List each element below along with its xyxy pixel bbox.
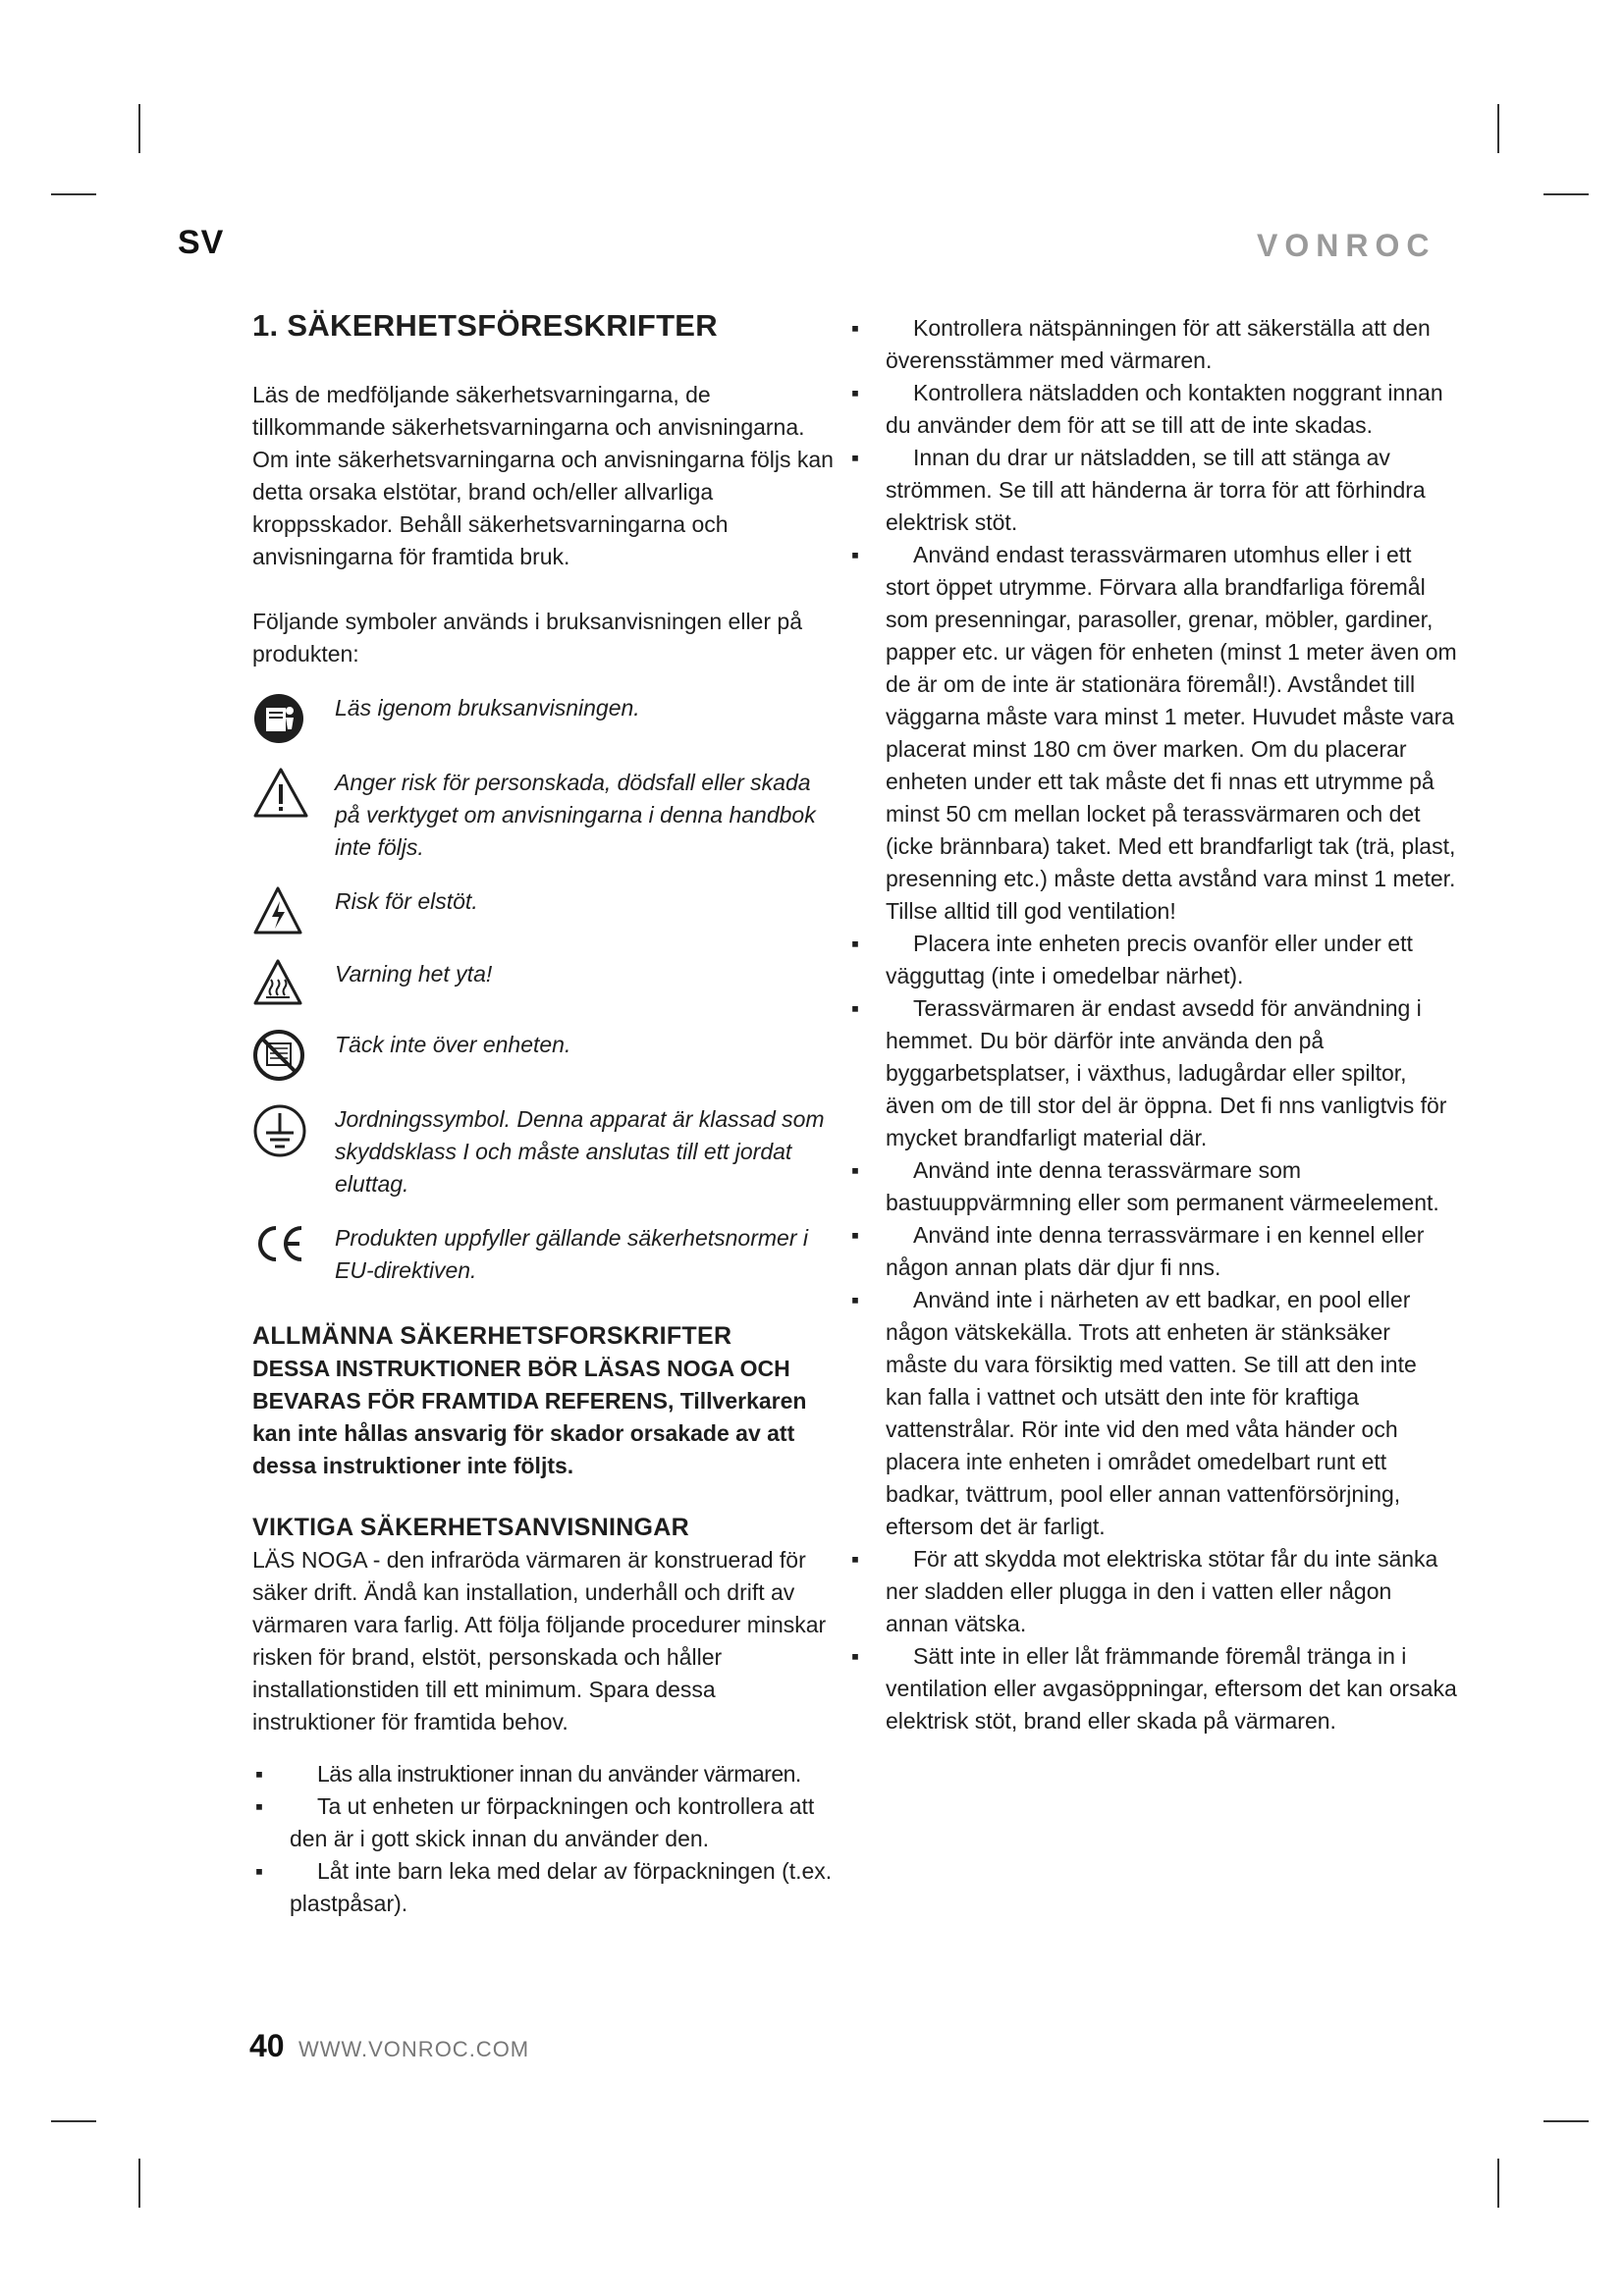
left-column bbox=[252, 306, 841, 1920]
bullet-marker: ▪ bbox=[850, 931, 860, 956]
list-item bbox=[848, 1640, 1457, 1737]
bullet-marker: ▪ bbox=[850, 1222, 860, 1248]
bullet-marker: ▪ bbox=[850, 1287, 860, 1312]
electric-shock-icon bbox=[252, 885, 315, 936]
general-safety-text bbox=[252, 1353, 841, 1482]
list-item-text: Låt inte barn leka med delar av förpackningen (t.ex. plastpåsar). bbox=[290, 1858, 833, 1916]
symbol-row bbox=[252, 958, 841, 1007]
symbol-row bbox=[252, 1029, 841, 1082]
warning-triangle-icon bbox=[252, 767, 315, 820]
crop-mark bbox=[51, 193, 96, 195]
list-item-text: Använd endast terassvärmaren utomhus eller i ett stort öppet utrymme. Förvara alla brandfarliga föremål som presenningar, parasoller, grenar, möbler, gardiner, papper etc. ur vägen för enheten (minst 1 meter även om de är om de inte är stationära föremål!). Avståndet till väggarna måste vara minst 1 meter. Huvudet måste vara placerat minst 180 cm över marken. Om du placerar enheten under ett tak måste det fi nnas ett utrymme på minst 50 cm mellan locket på terassvärmaren och det (icke brännbara) taket. Med ett brandfarligt tak (trä, plast, presenning etc.) måste detta avstånd vara minst 1 meter. Tillse alltid till god ventilation! bbox=[886, 542, 1457, 924]
bullet-marker: ▪ bbox=[254, 1793, 264, 1819]
hot-surface-icon bbox=[252, 958, 315, 1007]
list-item bbox=[848, 992, 1457, 1154]
crop-mark bbox=[138, 104, 140, 153]
crop-mark bbox=[1543, 193, 1589, 195]
list-item bbox=[848, 1154, 1457, 1219]
list-item-text: Använd inte denna terassvärmare som bastuuppvärmning eller som permanent värmeelement. bbox=[886, 1157, 1439, 1215]
list-item bbox=[848, 377, 1457, 442]
list-item bbox=[848, 312, 1457, 377]
symbol-text: Jordningssymbol. Denna apparat är klassad som skyddsklass I och måste anslutas till ett jordat eluttag. bbox=[335, 1106, 825, 1197]
list-item-text: Ta ut enheten ur förpackningen och kontrollera att den är i gott skick innan du använder den. bbox=[290, 1793, 815, 1851]
general-safety-heading: ALLMÄNNA SÄKERHETSFORSKRIFTER bbox=[252, 1322, 732, 1350]
symbol-text: Täck inte över enheten. bbox=[335, 1032, 571, 1057]
bullet-marker: ▪ bbox=[850, 445, 860, 470]
crop-mark bbox=[138, 2159, 140, 2208]
bullet-marker: ▪ bbox=[850, 542, 860, 567]
general-safety-line: dessa instruktioner inte följts. bbox=[252, 1453, 574, 1478]
general-safety-line: kan inte hållas ansvarig för skador orsakade av att bbox=[252, 1420, 795, 1446]
symbol-row bbox=[252, 692, 841, 745]
list-item bbox=[848, 539, 1457, 928]
list-item bbox=[848, 1284, 1457, 1543]
general-safety-line: DESSA INSTRUKTIONER BÖR LÄSAS NOGA OCH bbox=[252, 1356, 790, 1381]
bullet-marker: ▪ bbox=[850, 315, 860, 341]
read-manual-icon bbox=[252, 692, 315, 745]
symbol-text: Läs igenom bruksanvisningen. bbox=[335, 695, 640, 721]
symbol-row bbox=[252, 767, 841, 864]
symbol-row bbox=[252, 1222, 841, 1287]
ground-symbol-icon bbox=[252, 1103, 315, 1158]
list-item bbox=[848, 442, 1457, 539]
list-item-text: Kontrollera nätsladden och kontakten noggrant innan du använder dem för att se till att de inte skadas. bbox=[886, 380, 1443, 438]
list-item-text: Kontrollera nätspänningen för att säkerställa att den överensstämmer med värmaren. bbox=[886, 315, 1431, 373]
symbol-text: Produkten uppfyller gällande säkerhetsnormer i EU-direktiven. bbox=[335, 1225, 808, 1283]
brand-logo: VONROC bbox=[1257, 228, 1436, 263]
bullet-marker: ▪ bbox=[254, 1761, 264, 1787]
general-safety-line: BEVARAS FÖR FRAMTIDA REFERENS, Tillverkaren bbox=[252, 1388, 807, 1414]
list-item bbox=[252, 1790, 841, 1855]
ce-mark-icon bbox=[252, 1222, 315, 1265]
symbol-row bbox=[252, 1103, 841, 1201]
do-not-cover-icon bbox=[252, 1029, 315, 1082]
language-code: SV bbox=[178, 224, 225, 261]
list-item-text: Placera inte enheten precis ovanför eller under ett vägguttag (inte i omedelbar närhet). bbox=[886, 931, 1413, 988]
left-bullet-list bbox=[252, 1758, 841, 1920]
bullet-marker: ▪ bbox=[850, 1157, 860, 1183]
important-safety-text: LÄS NOGA - den infraröda värmaren är konstruerad för säker drift. Ändå kan installation, underhåll och drift av värmaren vara farlig. Att följa följande procedurer minskar risken för brand, elstöt, personskada och håller installationstiden till ett minimum. Spara dessa instruktioner för framtida behov. bbox=[252, 1547, 827, 1735]
symbol-text: Anger risk för personskada, dödsfall eller skada på verktyget om anvisningarna i denna handbok inte följs. bbox=[335, 770, 816, 860]
bullet-marker: ▪ bbox=[254, 1858, 264, 1884]
list-item-text: Innan du drar ur nätsladden, se till att stänga av strömmen. Se till att händerna är torra för att förhindra elektrisk stöt. bbox=[886, 445, 1426, 535]
crop-mark bbox=[1543, 2120, 1589, 2122]
bullet-marker: ▪ bbox=[850, 380, 860, 405]
page-footer bbox=[249, 2028, 529, 2064]
right-bullet-list bbox=[848, 312, 1457, 1737]
bullet-marker: ▪ bbox=[850, 995, 860, 1021]
symbol-text: Risk för elstöt. bbox=[335, 888, 478, 914]
list-item-text: Använd inte i närheten av ett badkar, en pool eller någon vätskekälla. Trots att enheten är stänksäker måste du vara försiktig med vatten. Se till att den inte kan falla i vattnet och utsätt den inte för kraftiga vattenstrålar. Rör inte vid den med våta händer och placera inte enheten i området omedelbart runt ett badkar, tvättrum, pool eller annan vattenförsörjning, eftersom det är farligt. bbox=[886, 1287, 1417, 1539]
list-item-text: Läs alla instruktioner innan du använder värmaren. bbox=[317, 1761, 801, 1787]
page-number: 40 bbox=[249, 2028, 285, 2063]
list-item bbox=[848, 1219, 1457, 1284]
list-item-text: Använd inte denna terrassvärmare i en kennel eller någon annan plats där djur fi nns. bbox=[886, 1222, 1425, 1280]
footer-url: WWW.VONROC.COM bbox=[298, 2037, 530, 2061]
bullet-marker: ▪ bbox=[850, 1643, 860, 1669]
crop-mark bbox=[51, 2120, 96, 2122]
crop-mark bbox=[1497, 2159, 1499, 2208]
list-item bbox=[252, 1758, 841, 1790]
list-item-text: För att skydda mot elektriska stötar får du inte sänka ner sladden eller plugga in den i vatten eller någon annan vätska. bbox=[886, 1546, 1438, 1636]
section-title: 1. SÄKERHETSFÖRESKRIFTER bbox=[252, 308, 718, 343]
intro-paragraph: Läs de medföljande säkerhetsvarningarna, de tillkommande säkerhetsvarningarna och anvisningarna. Om inte säkerhetsvarningarna och anvisningarna följs kan detta orsaka elstötar, brand och/eller allvarliga kroppsskador. Behåll säkerhetsvarningarna och anvisningarna för framtida bruk. bbox=[252, 382, 834, 569]
list-item bbox=[848, 1543, 1457, 1640]
symbols-intro: Följande symboler används i bruksanvisningen eller på produkten: bbox=[252, 609, 802, 667]
crop-mark bbox=[1497, 104, 1499, 153]
list-item-text: Terassvärmaren är endast avsedd för användning i hemmet. Du bör därför inte använda den på byggarbetsplatser, i växthus, ladugårdar eller spiltor, även om de till stor del är öppna. Det fi nns vanligtvis för mycket brandfarligt material där. bbox=[886, 995, 1447, 1150]
important-safety-heading: VIKTIGA SÄKERHETSANVISNINGAR bbox=[252, 1514, 690, 1541]
bullet-marker: ▪ bbox=[850, 1546, 860, 1572]
symbol-text: Varning het yta! bbox=[335, 961, 493, 987]
right-column bbox=[848, 312, 1457, 1737]
list-item bbox=[848, 928, 1457, 992]
list-item bbox=[252, 1855, 841, 1920]
list-item-text: Sätt inte in eller låt främmande föremål tränga in i ventilation eller avgasöppningar, eftersom det kan orsaka elektrisk stöt, brand eller skada på värmaren. bbox=[886, 1643, 1457, 1734]
symbol-row bbox=[252, 885, 841, 936]
